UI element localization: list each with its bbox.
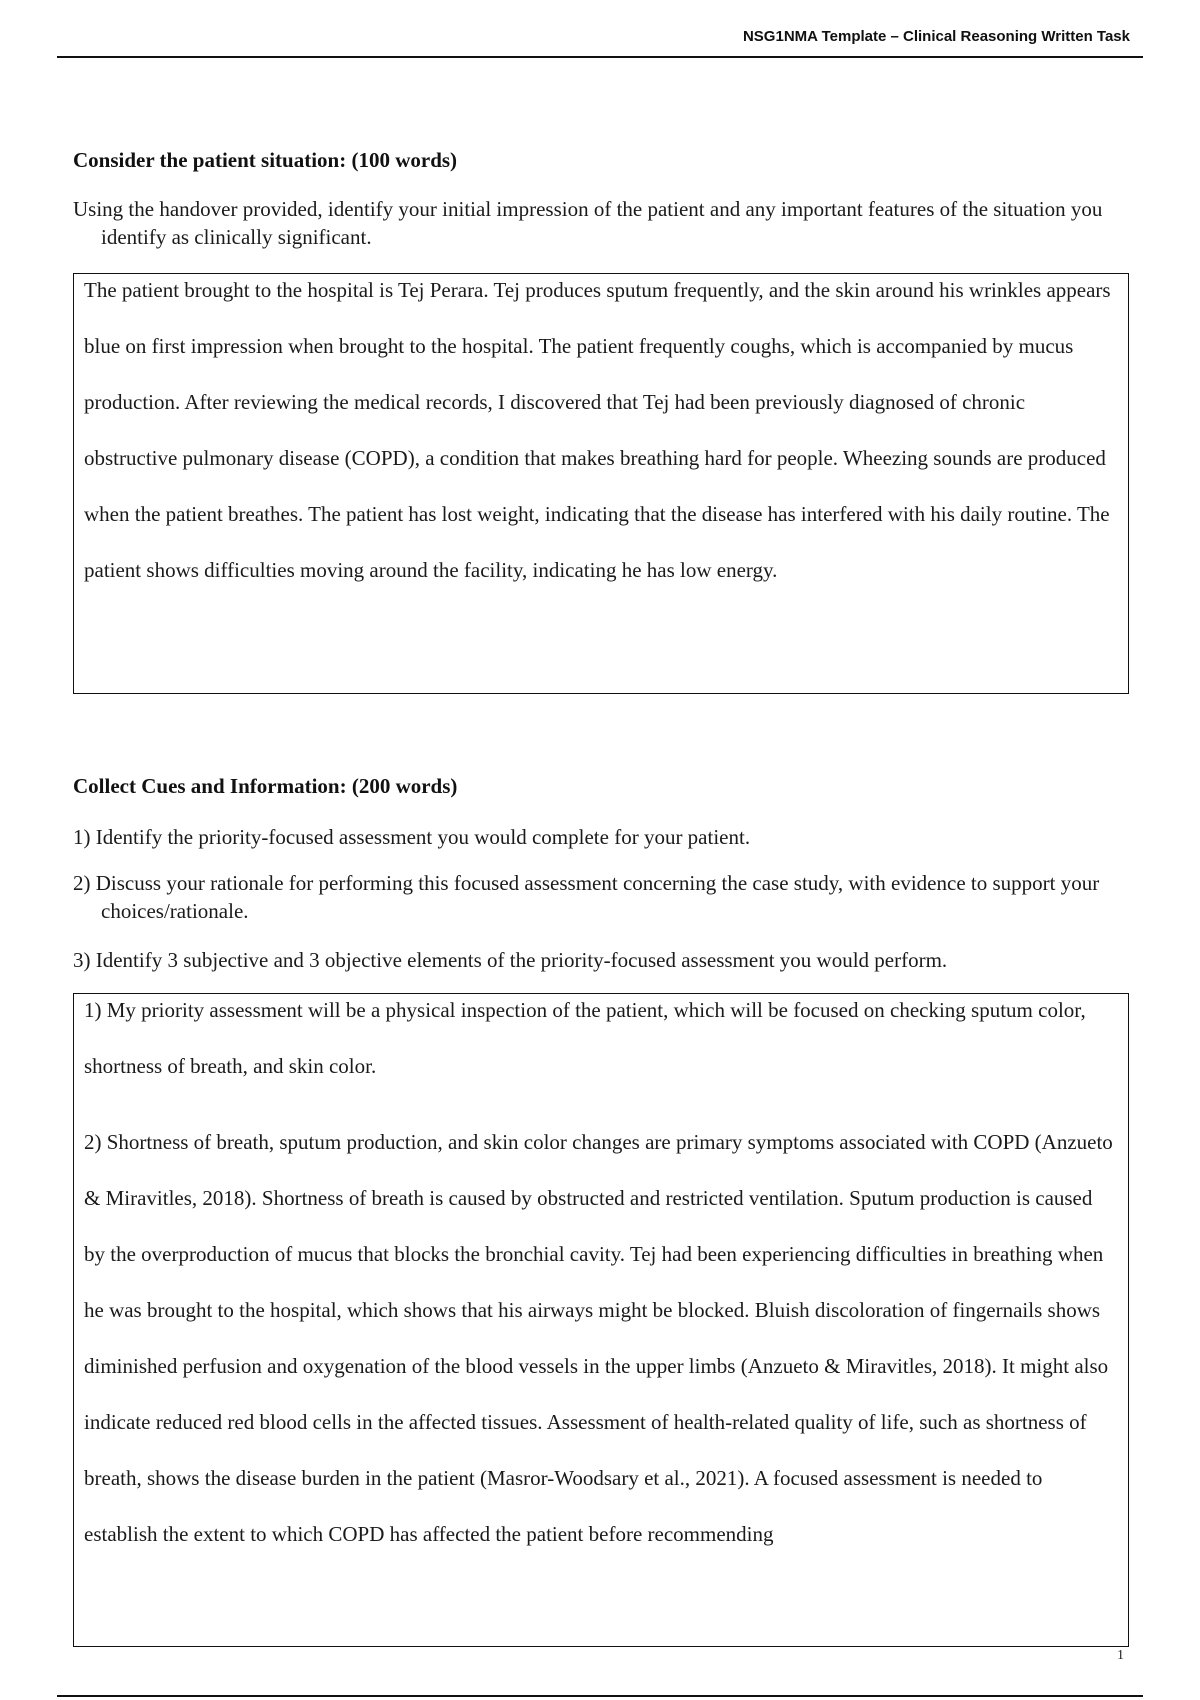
section2-prompt-3: 3) Identify 3 subjective and 3 objective elements of the priority-focused assessment you would perform. xyxy=(73,948,948,972)
section2-answer-box xyxy=(73,993,1129,1647)
section1-heading: Consider the patient situation: (100 words) xyxy=(73,148,458,172)
section1-prompt: Using the handover provided, identify your initial impression of the patient and any important features of the situation you identify as clinically significant. xyxy=(73,197,1103,249)
section2-prompt-1: 1) Identify the priority-focused assessment you would complete for your patient. xyxy=(73,825,751,849)
footer-divider xyxy=(57,1695,1143,1697)
section1-answer-text: The patient brought to the hospital is Tej Perara. Tej produces sputum frequently, and the skin around his wrinkles appears blue on first impression when brought to the hospital. The patient frequently coughs, which is accompanied by mucus production. After reviewing the medical records, I discovered that Tej had been previously diagnosed of chronic obstructive pulmonary disease (COPD), a condition that makes breathing hard for people. Wheezing sounds are produced when the patient breathes. The patient has lost weight, indicating that the disease has interfered with his daily routine. The patient shows difficulties moving around the facility, indicating he has low energy. xyxy=(84,278,1111,582)
section2-answer-para-2: 2) Shortness of breath, sputum production, and skin color changes are primary symptoms associated with COPD (Anzueto & Miravitles, 2018). Shortness of breath is caused by obstructed and restricted ventilation. Sputum production is caused by the overproduction of mucus that blocks the bronchial cavity. Tej had been experiencing difficulties in breathing when he was brought to the hospital, which shows that his airways might be blocked. Bluish discoloration of fingernails shows diminished perfusion and oxygenation of the blood vessels in the upper limbs (Anzueto & Miravitles, 2018). It might also indicate reduced red blood cells in the affected tissues. Assessment of health-related quality of life, such as shortness of breath, shows the disease burden in the patient (Masror-Woodsary et al., 2021). A focused assessment is needed to establish the extent to which COPD has affected the patient before recommending xyxy=(84,1130,1113,1546)
section2-prompt-2: 2) Discuss your rationale for performing this focused assessment concerning the case study, with evidence to support your choices/rationale. xyxy=(73,871,1100,923)
section1-answer-box xyxy=(73,273,1129,694)
page-header-title: NSG1NMA Template – Clinical Reasoning Written Task xyxy=(742,28,1130,45)
header-divider xyxy=(57,56,1143,58)
section2-answer-para-1: 1) My priority assessment will be a physical inspection of the patient, which will be focused on checking sputum color, shortness of breath, and skin color. xyxy=(84,998,1086,1078)
section2-heading: Collect Cues and Information: (200 words) xyxy=(73,774,458,798)
page-number: 1 xyxy=(1117,1648,1124,1663)
